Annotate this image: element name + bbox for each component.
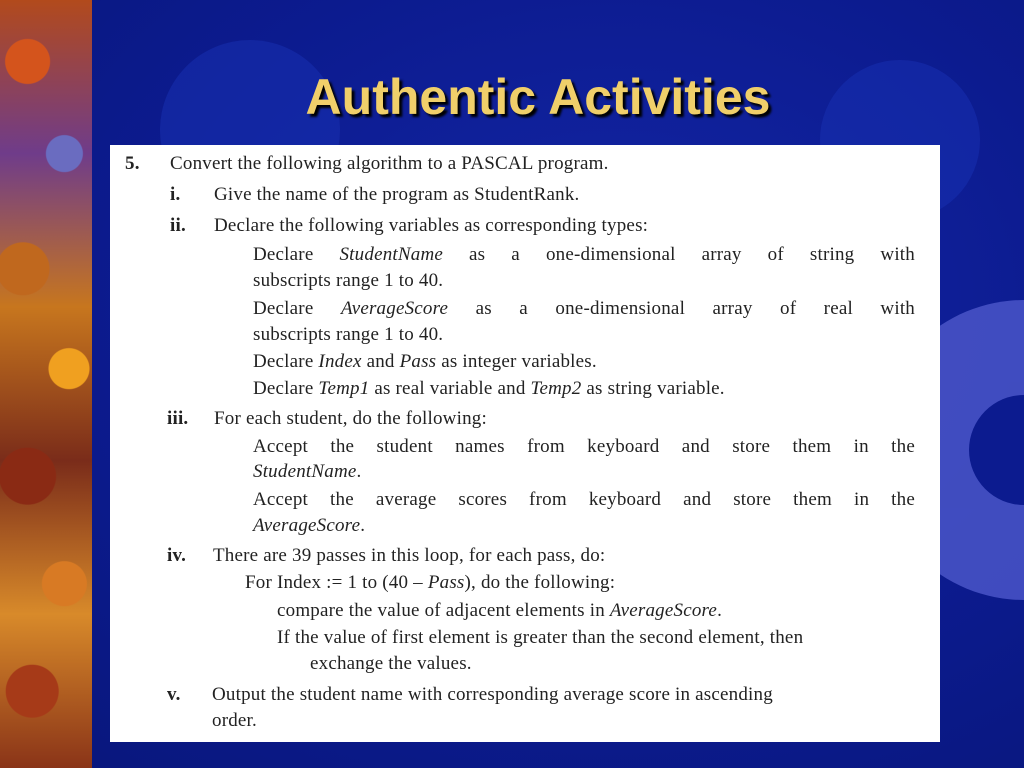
declare-line: Declare AverageScore as a one-dimensional array of real with	[253, 298, 915, 319]
item-marker: iv.	[167, 545, 187, 566]
compare-line: compare the value of adjacent elements in AverageScore.	[277, 600, 723, 621]
declare-line: Declare Index and Pass as integer variables.	[253, 351, 597, 372]
item-text: There are 39 passes in this loop, for each pass, do:	[213, 545, 606, 566]
item-text: For each student, do the following:	[214, 408, 487, 429]
swap-line: exchange the values.	[310, 653, 472, 674]
accept-line: StudentName.	[253, 461, 362, 482]
item-marker: i.	[170, 184, 181, 205]
declare-line: subscripts range 1 to 40.	[253, 324, 444, 345]
declare-line: subscripts range 1 to 40.	[253, 270, 444, 291]
item-text: Output the student name with corresponding average score in ascending	[212, 684, 773, 705]
item-marker: iii.	[167, 408, 189, 429]
item-marker: v.	[167, 684, 181, 705]
item-text: Give the name of the program as StudentRank.	[214, 184, 580, 205]
declare-line: Declare StudentName as a one-dimensional array of string with	[253, 244, 915, 265]
question-number: 5.	[125, 153, 140, 174]
question-text: Convert the following algorithm to a PASCAL program.	[170, 153, 609, 174]
loop-line: For Index := 1 to (40 – Pass), do the following:	[245, 572, 616, 593]
accept-line: Accept the average scores from keyboard and store them in the	[253, 489, 915, 510]
question-panel	[110, 145, 940, 742]
slide-title: Authentic Activities	[305, 69, 771, 125]
accept-line: AverageScore.	[253, 515, 366, 536]
item-marker: ii.	[170, 215, 186, 236]
item-text: order.	[212, 710, 257, 731]
declare-line: Declare Temp1 as real variable and Temp2 as string variable.	[253, 378, 725, 399]
if-line: If the value of first element is greater than the second element, then	[277, 627, 804, 648]
item-text: Declare the following variables as corresponding types:	[214, 215, 649, 236]
accept-line: Accept the student names from keyboard and store them in the	[253, 436, 915, 457]
